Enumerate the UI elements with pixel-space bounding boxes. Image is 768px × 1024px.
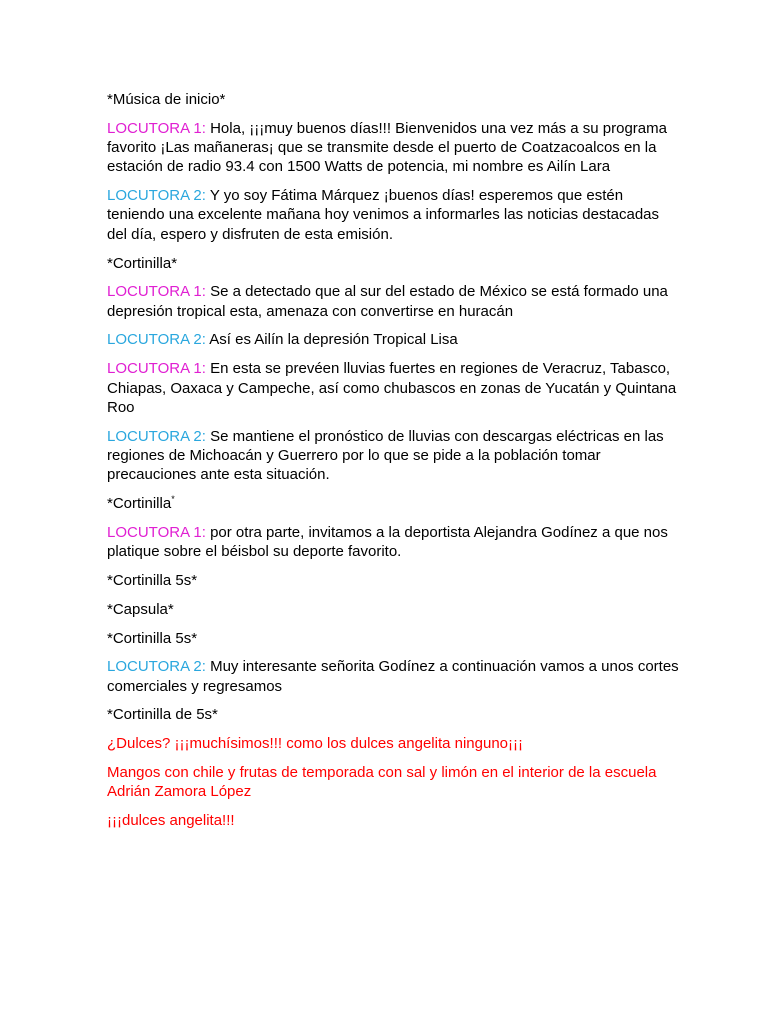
- dialogue-line: [107, 359, 680, 417]
- stage-direction-text: *Cortinilla de 5s*: [107, 706, 218, 724]
- stage-direction-mark: *: [171, 494, 175, 505]
- dialogue-text: En esta se prevéen lluvias fuertes en regiones de Veracruz, Tabasco, Chiapas, Oaxaca y Campeche, así como chubascos en zonas de Yucatán y Quintana Roo: [107, 360, 677, 416]
- stage-direction: [107, 494, 680, 513]
- dialogue-text: Hola, ¡¡¡muy buenos días!!! Bienvenidos una vez más a su programa favorito ¡Las mañaneras¡ que se transmite desde el puerto de Coatzacoalcos en la estación de radio 93.4 con 1500 Watts de potencia, mi nombre es Ailín Lara: [107, 119, 667, 176]
- speaker-label: LOCUTORA 2:: [107, 427, 206, 445]
- commercial-text: Mangos con chile y frutas de temporada con sal y limón en el interior de la escuela Adrián Zamora López: [107, 764, 657, 801]
- stage-direction: [107, 90, 680, 109]
- dialogue-text: Se a detectado que al sur del estado de México se está formado una depresión tropical esta, amenaza con convertirse en huracán: [107, 283, 668, 320]
- dialogue-text: Y yo soy Fátima Márquez ¡buenos días! esperemos que estén teniendo una excelente mañana hoy venimos a informarles las noticias destacadas del día, espero y disfruten de esta emisión.: [107, 187, 659, 243]
- speaker-label: LOCUTORA 1:: [107, 283, 206, 301]
- stage-direction: [107, 254, 680, 273]
- speaker-label: LOCUTORA 1:: [107, 523, 206, 541]
- stage-direction-text: *Cortinilla 5s*: [107, 571, 198, 589]
- dialogue-text: Muy interesante señorita Godínez a continuación vamos a unos cortes comerciales y regresamos: [107, 658, 679, 695]
- commercial-text: ¿Dulces? ¡¡¡muchísimos!!! como los dulces angelita ninguno¡¡¡: [107, 735, 523, 753]
- commercial-line: [107, 763, 680, 802]
- dialogue-text: Así es Ailín la depresión Tropical Lisa: [205, 331, 458, 349]
- stage-direction-text: *Capsula*: [107, 600, 174, 618]
- dialogue-line: [107, 186, 680, 244]
- speaker-label: LOCUTORA 2:: [107, 331, 206, 349]
- speaker-label: LOCUTORA 2:: [107, 187, 206, 205]
- stage-direction: [107, 629, 680, 648]
- dialogue-line: [107, 523, 680, 562]
- dialogue-line: [107, 657, 680, 696]
- speaker-label: LOCUTORA 2:: [107, 658, 206, 676]
- stage-direction-text: *Cortinilla: [107, 495, 172, 513]
- stage-direction-text: *Música de inicio*: [107, 91, 226, 108]
- stage-direction: [107, 705, 680, 724]
- stage-direction: [107, 600, 680, 619]
- dialogue-text: Se mantiene el pronóstico de lluvias con descargas eléctricas en las regiones de Michoacán y Guerrero por lo que se pide a la población tomar precauciones ante esta situación.: [107, 427, 664, 484]
- speaker-label: LOCUTORA 1:: [107, 360, 206, 378]
- commercial-line: [107, 811, 680, 830]
- stage-direction: [107, 571, 680, 590]
- dialogue-line: [107, 282, 680, 321]
- commercial-line: [107, 734, 680, 753]
- speaker-label: LOCUTORA 1:: [107, 119, 206, 137]
- commercial-text: ¡¡¡dulces angelita!!!: [107, 812, 235, 830]
- stage-direction-text: *Cortinilla 5s*: [107, 629, 198, 647]
- dialogue-text: por otra parte, invitamos a la deportista Alejandra Godínez a que nos platique sobre el béisbol su deporte favorito.: [107, 523, 668, 561]
- dialogue-line: [107, 119, 680, 177]
- stage-direction-text: *Cortinilla*: [107, 254, 178, 272]
- dialogue-line: [107, 330, 680, 349]
- dialogue-line: [107, 427, 680, 485]
